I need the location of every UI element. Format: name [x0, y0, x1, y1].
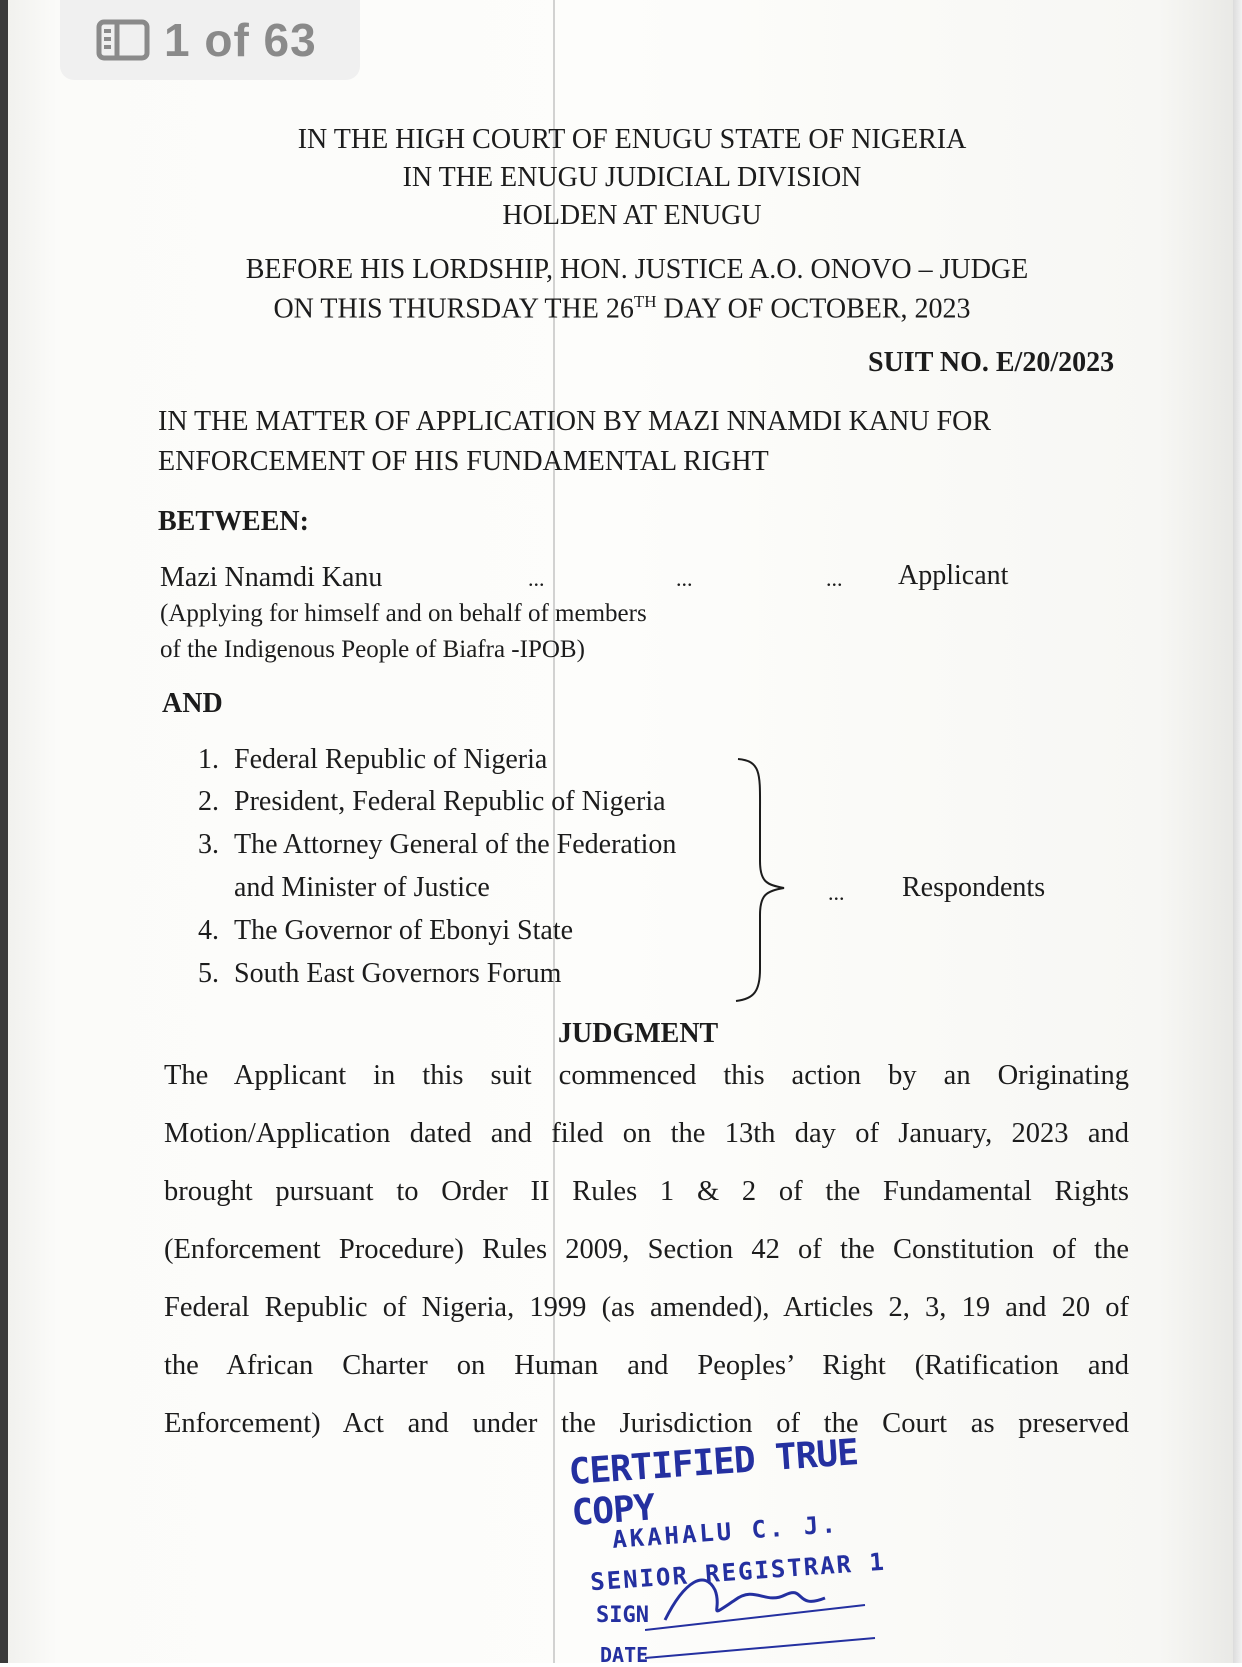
stamp-name: AKAHALU C. J. [611, 1510, 840, 1554]
judgment-line: the African Charter on Human and Peoples’ Right (Ratification and [164, 1350, 1129, 1381]
judgment-heading: JUDGMENT [558, 1018, 719, 1049]
stamp-title: CERTIFIED TRUE COPY [567, 1432, 860, 1535]
page-count: 1 of 63 [164, 14, 317, 66]
court-holden: HOLDEN AT ENUGU [502, 200, 762, 231]
respondent-item: 4. The Governor of Ebonyi State [198, 915, 574, 946]
leader-dots: ... [826, 566, 843, 591]
leader-dots: ... [676, 566, 693, 591]
respondent-item: and Minister of Justice [234, 872, 490, 903]
applicant-name: Mazi Nnamdi Kanu [160, 562, 383, 593]
respondent-item: 3. The Attorney General of the Federation [198, 829, 677, 860]
handwritten-signature [645, 1560, 885, 1660]
applicant-note-2: of the Indigenous People of Biafra -IPOB) [160, 636, 585, 663]
respondents-brace [730, 755, 790, 1005]
between-heading: BETWEEN: [158, 506, 309, 537]
stamp-sign-label: SIGN [596, 1603, 649, 1628]
judgment-line: The Applicant in this suit commenced this action by an Originating [164, 1060, 1129, 1091]
stamp-date-label: DATE [600, 1643, 649, 1667]
court-name: IN THE HIGH COURT OF ENUGU STATE OF NIGERIA [297, 124, 967, 155]
judgment-line: brought pursuant to Order II Rules 1 & 2 of the Fundamental Rights [164, 1176, 1129, 1207]
respondent-item: 1. Federal Republic of Nigeria [198, 744, 548, 775]
judgment-line: Federal Republic of Nigeria, 1999 (as amended), Articles 2, 3, 19 and 20 of [164, 1292, 1129, 1323]
leader-dots: ... [528, 566, 545, 591]
court-division: IN THE ENUGU JUDICIAL DIVISION [402, 162, 862, 193]
respondent-item: 5. South East Governors Forum [198, 958, 562, 989]
judgment-body [164, 1060, 1129, 1466]
certified-stamp [560, 1432, 920, 1667]
hearing-date: ON THIS THURSDAY THE 26TH DAY OF OCTOBER, 2023 [273, 292, 971, 325]
judgment-line: Motion/Application dated and filed on the 13th day of January, 2023 and [164, 1118, 1129, 1149]
page-view-icon [96, 19, 150, 61]
stamp-role: SENIOR REGISTRAR 1 [589, 1547, 887, 1597]
applicant-label: Applicant [898, 560, 1009, 591]
judgment-line: (Enforcement Procedure) Rules 2009, Section 42 of the Constitution of the [164, 1234, 1129, 1265]
suit-number: SUIT NO. E/20/2023 [868, 347, 1115, 378]
respondent-item: 2. President, Federal Republic of Nigeria [198, 786, 666, 817]
judgment-line: Enforcement) Act and under the Jurisdiction of the Court as preserved [164, 1408, 1129, 1439]
page-indicator[interactable] [60, 0, 360, 80]
respondents-label: Respondents [902, 872, 1046, 903]
scan-edge-right [1233, 0, 1242, 1663]
and-heading: AND [162, 688, 223, 719]
scan-edge-left [0, 0, 8, 1663]
applicant-note-1: (Applying for himself and on behalf of members [160, 600, 647, 627]
judge-line: BEFORE HIS LORDSHIP, HON. JUSTICE A.O. ONOVO – JUDGE [245, 254, 1029, 285]
matter-line-2: ENFORCEMENT OF HIS FUNDAMENTAL RIGHT [158, 446, 769, 477]
matter-line-1: IN THE MATTER OF APPLICATION BY MAZI NNAMDI KANU FOR [158, 406, 992, 437]
leader-dots: ... [828, 880, 845, 905]
